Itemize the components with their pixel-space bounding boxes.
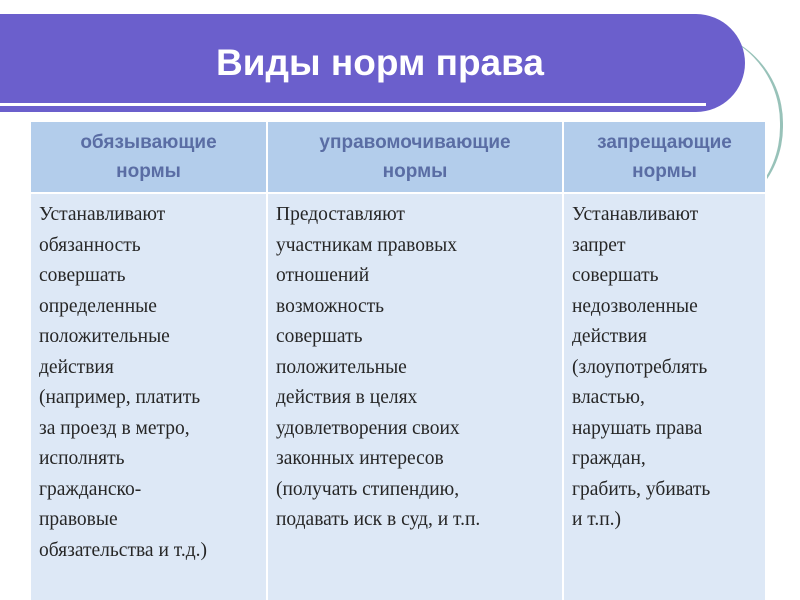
norms-table [29,120,767,600]
cell-obligating-description: Устанавливают обязанность совершать определенные положительные действия (например, платить за проезд в метро, исполнять гражданско- правовые обязательства и т.д.) [30,193,267,600]
page-title: Виды норм права [216,42,544,83]
header-empowering-norms: управомочивающие нормы [267,121,563,193]
table-header-row [30,121,766,193]
header-prohibiting-norms: запрещающие нормы [563,121,766,193]
cell-prohibiting-description: Устанавливают запрет совершать недозволенные действия (злоупотреблять властью, нарушать права граждан, грабить, убивать и т.п.) [563,193,766,600]
cell-empowering-description: Предоставляют участникам правовых отношений возможность совершать положительные действия в целях удовлетворения своих законных интересов (получать стипендию, подавать иск в суд, и т.п. [267,193,563,600]
header-obligating-norms: обязывающие нормы [30,121,267,193]
title-underline [0,103,706,106]
table-row [30,193,766,600]
